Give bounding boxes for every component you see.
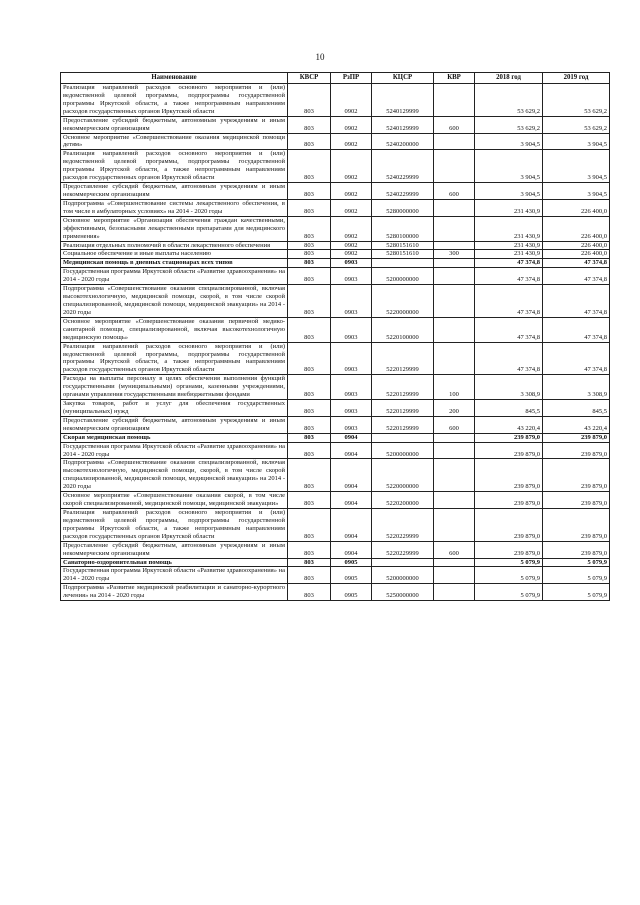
row-name-cell: Реализация направлений расходов основного мероприятия и (или) ведомственной целевой программы, подпрограммы государственной программы Иркутской области, а также непрограммным направлениям расходов государственных органов Иркутской области	[61, 84, 288, 117]
table-row	[61, 567, 610, 584]
row-name-cell: Предоставление субсидий бюджетным, автономным учреждениям и иным некоммерческим организациям	[61, 416, 288, 433]
row-rzpr-cell: 0902	[331, 116, 372, 133]
row-rzpr-cell: 0904	[331, 509, 372, 542]
row-kvsr-cell: 803	[288, 183, 331, 200]
row-kvr-cell: 600	[434, 416, 475, 433]
row-kvr-cell	[434, 216, 475, 241]
row-kcsr-cell: 5220200000	[372, 492, 434, 509]
row-kvr-cell	[434, 259, 475, 268]
table-row	[61, 375, 610, 400]
row-kvr-cell	[434, 459, 475, 492]
row-rzpr-cell: 0902	[331, 199, 372, 216]
row-rzpr-cell: 0904	[331, 442, 372, 459]
row-2018-cell: 239 879,0	[475, 492, 543, 509]
row-kcsr-cell	[372, 558, 434, 567]
row-kvsr-cell: 803	[288, 285, 331, 318]
row-2019-cell: 53 629,2	[543, 116, 610, 133]
row-kvsr-cell: 803	[288, 558, 331, 567]
row-2019-cell: 3 904,5	[543, 133, 610, 150]
row-2018-cell: 239 879,0	[475, 433, 543, 442]
row-rzpr-cell: 0902	[331, 183, 372, 200]
row-kcsr-cell: 5280100000	[372, 216, 434, 241]
row-kvsr-cell: 803	[288, 433, 331, 442]
row-2018-cell: 47 374,8	[475, 268, 543, 285]
row-2018-cell: 5 079,9	[475, 558, 543, 567]
row-kvsr-cell: 803	[288, 459, 331, 492]
row-name-cell: Скорая медицинская помощь	[61, 433, 288, 442]
row-2018-cell: 3 308,9	[475, 375, 543, 400]
row-kvsr-cell: 803	[288, 342, 331, 375]
row-rzpr-cell: 0903	[331, 375, 372, 400]
row-rzpr-cell: 0902	[331, 241, 372, 250]
row-kcsr-cell: 5220129999	[372, 342, 434, 375]
row-rzpr-cell: 0903	[331, 400, 372, 417]
row-kcsr-cell: 5200000000	[372, 268, 434, 285]
row-2018-cell: 47 374,8	[475, 285, 543, 318]
page-number: 10	[315, 52, 325, 62]
column-header-kcsr: КЦСР	[372, 73, 434, 84]
row-kvsr-cell: 803	[288, 400, 331, 417]
row-kvr-cell	[434, 509, 475, 542]
row-kcsr-cell: 5240129999	[372, 84, 434, 117]
row-rzpr-cell: 0902	[331, 250, 372, 259]
row-2019-cell: 3 904,5	[543, 150, 610, 183]
row-kvsr-cell: 803	[288, 250, 331, 259]
row-2019-cell: 239 879,0	[543, 541, 610, 558]
row-kvsr-cell: 803	[288, 375, 331, 400]
row-name-cell: Социальное обеспечение и иные выплаты населению	[61, 250, 288, 259]
row-kvr-cell	[434, 150, 475, 183]
row-kcsr-cell: 5240229999	[372, 150, 434, 183]
table-row	[61, 84, 610, 117]
table-row	[61, 199, 610, 216]
column-header-name: Наименование	[61, 73, 288, 84]
row-2019-cell: 226 400,0	[543, 199, 610, 216]
row-kcsr-cell: 5250000000	[372, 584, 434, 601]
table-row	[61, 342, 610, 375]
row-rzpr-cell: 0902	[331, 84, 372, 117]
table-row	[61, 459, 610, 492]
row-kcsr-cell: 5280000000	[372, 199, 434, 216]
table-row	[61, 216, 610, 241]
row-name-cell: Реализация направлений расходов основного мероприятия и (или) ведомственной целевой программы, подпрограммы государственной программы Иркутской области, а также непрограммным направлениям расходов государственных органов Иркутской области	[61, 150, 288, 183]
row-name-cell: Основное мероприятие «Совершенствование оказания медицинской помощи детям»	[61, 133, 288, 150]
table-row	[61, 416, 610, 433]
row-2019-cell: 47 374,8	[543, 317, 610, 342]
table-row	[61, 183, 610, 200]
row-name-cell: Реализация отдельных полномочий в области лекарственного обеспечения	[61, 241, 288, 250]
row-rzpr-cell: 0902	[331, 216, 372, 241]
row-name-cell: Основное мероприятие «Организация обеспечения граждан качественными, эффективными, безопасными лекарственными препаратами для медицинского применения»	[61, 216, 288, 241]
row-name-cell: Предоставление субсидий бюджетным, автономным учреждениям и иным некоммерческим организациям	[61, 541, 288, 558]
row-kvsr-cell: 803	[288, 84, 331, 117]
table-row	[61, 317, 610, 342]
row-name-cell: Основное мероприятие «Совершенствование оказания первичной медико-санитарной помощи, специализированной, включая высокотехнологичную медицинскую помощь»	[61, 317, 288, 342]
table-row	[61, 116, 610, 133]
row-2018-cell: 231 430,9	[475, 241, 543, 250]
row-rzpr-cell: 0903	[331, 317, 372, 342]
row-rzpr-cell: 0903	[331, 285, 372, 318]
row-rzpr-cell: 0902	[331, 150, 372, 183]
row-2019-cell: 5 079,9	[543, 558, 610, 567]
row-kcsr-cell	[372, 433, 434, 442]
row-kvsr-cell: 803	[288, 317, 331, 342]
row-kcsr-cell: 5220000000	[372, 459, 434, 492]
column-header-2019: 2019 год	[543, 73, 610, 84]
row-kcsr-cell: 5240229999	[372, 183, 434, 200]
row-rzpr-cell: 0904	[331, 433, 372, 442]
row-kvr-cell: 300	[434, 250, 475, 259]
budget-table	[60, 72, 610, 601]
table-row	[61, 558, 610, 567]
row-rzpr-cell: 0905	[331, 567, 372, 584]
row-kvsr-cell: 803	[288, 541, 331, 558]
row-kvr-cell	[434, 241, 475, 250]
row-2018-cell: 3 904,5	[475, 150, 543, 183]
row-kvsr-cell: 803	[288, 584, 331, 601]
row-name-cell: Реализация направлений расходов основного мероприятия и (или) ведомственной целевой программы, подпрограммы государственной программы Иркутской области, а также непрограммным направлениям расходов государственных органов Иркутской области	[61, 342, 288, 375]
row-2019-cell: 3 904,5	[543, 183, 610, 200]
table-row	[61, 259, 610, 268]
row-name-cell: Основное мероприятие «Совершенствование оказания скорой, в том числе скорой специализированной, медицинской помощи, медицинской эвакуации»	[61, 492, 288, 509]
row-rzpr-cell: 0905	[331, 558, 372, 567]
row-name-cell: Государственная программа Иркутской области «Развитие здравоохранения» на 2014 - 2020 годы	[61, 567, 288, 584]
row-kvsr-cell: 803	[288, 442, 331, 459]
row-name-cell: Предоставление субсидий бюджетным, автономным учреждениям и иным некоммерческим организациям	[61, 183, 288, 200]
row-kcsr-cell: 5220100000	[372, 317, 434, 342]
row-name-cell: Закупка товаров, работ и услуг для обеспечения государственных (муниципальных) нужд	[61, 400, 288, 417]
row-kcsr-cell: 5220129999	[372, 375, 434, 400]
row-2019-cell: 47 374,8	[543, 342, 610, 375]
row-rzpr-cell: 0905	[331, 584, 372, 601]
row-2018-cell: 845,5	[475, 400, 543, 417]
row-2019-cell: 239 879,0	[543, 433, 610, 442]
column-header-rzpr: РзПР	[331, 73, 372, 84]
row-name-cell: Реализация направлений расходов основного мероприятия и (или) ведомственной целевой программы, подпрограммы государственной программы Иркутской области, а также непрограммным направлениям расходов государственных органов Иркутской области	[61, 509, 288, 542]
row-2019-cell: 47 374,8	[543, 259, 610, 268]
table-row	[61, 268, 610, 285]
row-kcsr-cell: 5200000000	[372, 442, 434, 459]
row-kcsr-cell: 5220229999	[372, 509, 434, 542]
row-kcsr-cell: 5280151610	[372, 241, 434, 250]
row-kvr-cell	[434, 492, 475, 509]
table-row	[61, 541, 610, 558]
row-2018-cell: 239 879,0	[475, 541, 543, 558]
row-2018-cell: 3 904,5	[475, 183, 543, 200]
row-kvsr-cell: 803	[288, 116, 331, 133]
row-kcsr-cell: 5220000000	[372, 285, 434, 318]
table-row	[61, 492, 610, 509]
row-rzpr-cell: 0904	[331, 459, 372, 492]
row-kvr-cell	[434, 442, 475, 459]
row-kvr-cell	[434, 558, 475, 567]
row-2018-cell: 231 430,9	[475, 250, 543, 259]
row-kvr-cell	[434, 584, 475, 601]
row-kvr-cell: 600	[434, 541, 475, 558]
row-kvsr-cell: 803	[288, 416, 331, 433]
row-2018-cell: 5 079,9	[475, 584, 543, 601]
row-kvsr-cell: 803	[288, 509, 331, 542]
row-kvsr-cell: 803	[288, 567, 331, 584]
row-2018-cell: 47 374,8	[475, 317, 543, 342]
row-kvr-cell	[434, 317, 475, 342]
row-name-cell: Государственная программа Иркутской области «Развитие здравоохранения» на 2014 - 2020 годы	[61, 442, 288, 459]
row-2018-cell: 47 374,8	[475, 342, 543, 375]
row-kvr-cell	[434, 285, 475, 318]
row-rzpr-cell: 0903	[331, 342, 372, 375]
row-kvsr-cell: 803	[288, 259, 331, 268]
table-row	[61, 150, 610, 183]
row-2018-cell: 3 904,5	[475, 133, 543, 150]
column-header-kvsr: КВСР	[288, 73, 331, 84]
row-name-cell: Подпрограмма «Развитие медицинской реабилитации и санаторно-курортного лечения» на 2014 - 2020 годы	[61, 584, 288, 601]
row-kcsr-cell: 5220129999	[372, 416, 434, 433]
row-2019-cell: 845,5	[543, 400, 610, 417]
row-2018-cell: 47 374,8	[475, 259, 543, 268]
row-2019-cell: 5 079,9	[543, 584, 610, 601]
row-rzpr-cell: 0904	[331, 492, 372, 509]
row-kvsr-cell: 803	[288, 241, 331, 250]
row-rzpr-cell: 0903	[331, 268, 372, 285]
row-kvr-cell	[434, 84, 475, 117]
row-2019-cell: 3 308,9	[543, 375, 610, 400]
row-kvr-cell: 600	[434, 183, 475, 200]
row-rzpr-cell: 0903	[331, 259, 372, 268]
row-kvsr-cell: 803	[288, 492, 331, 509]
row-kcsr-cell: 5220229999	[372, 541, 434, 558]
row-2018-cell: 53 629,2	[475, 84, 543, 117]
row-2019-cell: 5 079,9	[543, 567, 610, 584]
row-2018-cell: 239 879,0	[475, 442, 543, 459]
table-row	[61, 285, 610, 318]
row-2018-cell: 231 430,9	[475, 216, 543, 241]
row-2019-cell: 53 629,2	[543, 84, 610, 117]
row-kcsr-cell: 5240200000	[372, 133, 434, 150]
row-kcsr-cell: 5200000000	[372, 567, 434, 584]
row-name-cell: Государственная программа Иркутской области «Развитие здравоохранения» на 2014 - 2020 годы	[61, 268, 288, 285]
row-2019-cell: 47 374,8	[543, 268, 610, 285]
row-kcsr-cell: 5220129999	[372, 400, 434, 417]
row-kvr-cell	[434, 199, 475, 216]
row-kvr-cell: 600	[434, 116, 475, 133]
row-2019-cell: 239 879,0	[543, 442, 610, 459]
row-kvr-cell	[434, 268, 475, 285]
row-2018-cell: 53 629,2	[475, 116, 543, 133]
table-row	[61, 442, 610, 459]
row-2019-cell: 239 879,0	[543, 509, 610, 542]
row-kvr-cell	[434, 342, 475, 375]
row-2018-cell: 5 079,9	[475, 567, 543, 584]
row-2018-cell: 231 430,9	[475, 199, 543, 216]
row-kvsr-cell: 803	[288, 268, 331, 285]
row-rzpr-cell: 0902	[331, 133, 372, 150]
row-kcsr-cell: 5280151610	[372, 250, 434, 259]
table-header-row	[61, 73, 610, 84]
row-kvsr-cell: 803	[288, 199, 331, 216]
table-row	[61, 250, 610, 259]
row-kvr-cell	[434, 567, 475, 584]
row-2019-cell: 47 374,8	[543, 285, 610, 318]
row-kvsr-cell: 803	[288, 216, 331, 241]
row-2019-cell: 226 400,0	[543, 216, 610, 241]
row-kvr-cell	[434, 433, 475, 442]
row-2019-cell: 226 400,0	[543, 250, 610, 259]
row-kvsr-cell: 803	[288, 150, 331, 183]
row-name-cell: Медицинская помощь в дневных стационарах всех типов	[61, 259, 288, 268]
row-2018-cell: 239 879,0	[475, 509, 543, 542]
row-name-cell: Подпрограмма «Совершенствование оказания специализированной, включая высокотехнологичную, медицинской помощи, скорой, в том числе скорой специализированной, медицинской помощи, медицинской эвакуации» на 2014 - 2020 годы	[61, 285, 288, 318]
row-kvr-cell: 100	[434, 375, 475, 400]
table-row	[61, 400, 610, 417]
row-2019-cell: 239 879,0	[543, 492, 610, 509]
row-2019-cell: 239 879,0	[543, 459, 610, 492]
row-kcsr-cell	[372, 259, 434, 268]
table-row	[61, 133, 610, 150]
table-row	[61, 241, 610, 250]
row-name-cell: Санаторно-оздоровительная помощь	[61, 558, 288, 567]
row-kcsr-cell: 5240129999	[372, 116, 434, 133]
row-2019-cell: 43 220,4	[543, 416, 610, 433]
row-2019-cell: 226 400,0	[543, 241, 610, 250]
row-kvr-cell: 200	[434, 400, 475, 417]
row-name-cell: Расходы на выплаты персоналу в целях обеспечения выполнения функций государственными (муниципальными) органами, казенными учреждениями, органами управления государственными внебюджетными фондами	[61, 375, 288, 400]
row-name-cell: Подпрограмма «Совершенствование системы лекарственного обеспечения, в том числе в амбулаторных условиях» на 2014 - 2020 годы	[61, 199, 288, 216]
row-2018-cell: 43 220,4	[475, 416, 543, 433]
row-kvr-cell	[434, 133, 475, 150]
row-name-cell: Предоставление субсидий бюджетным, автономным учреждениям и иным некоммерческим организациям	[61, 116, 288, 133]
table-row	[61, 433, 610, 442]
row-2018-cell: 239 879,0	[475, 459, 543, 492]
row-rzpr-cell: 0903	[331, 416, 372, 433]
row-rzpr-cell: 0904	[331, 541, 372, 558]
table-row	[61, 509, 610, 542]
row-kvsr-cell: 803	[288, 133, 331, 150]
row-name-cell: Подпрограмма «Совершенствование оказания специализированной, включая высокотехнологичную, медицинской помощи, скорой, в том числе скорой специализированной, медицинской помощи, медицинской эвакуации» на 2014 - 2020 годы	[61, 459, 288, 492]
table-row	[61, 584, 610, 601]
column-header-kvr: КВР	[434, 73, 475, 84]
column-header-2018: 2018 год	[475, 73, 543, 84]
